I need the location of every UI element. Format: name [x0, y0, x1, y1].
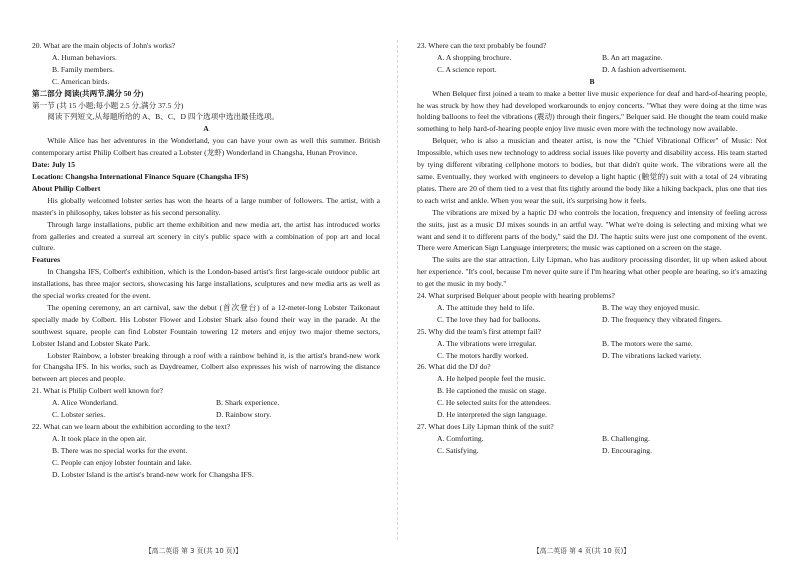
q23-stem: 23. Where can the text probably be found? — [417, 41, 547, 50]
q22-option-c: C. People can enjoy lobster fountain and lake. — [52, 457, 192, 467]
section1-header: 第一节 (共 15 小题;每小题 2.5 分,满分 37.5 分) — [32, 100, 184, 110]
q26-option-b: B. He captioned the music on stage. — [437, 386, 547, 396]
q20-option-b: B. Family members. — [52, 64, 115, 74]
q23-option-c: C. A science report. — [437, 64, 497, 74]
about-paragraph-1: His globally welcomed lobster series has won the hearts of a large number of followers. The artist, with a master's in philosophy, takes lobster as his second personality. — [32, 195, 380, 217]
passage-b-paragraph-3: The vibrations are mixed by a haptic DJ who controls the location, frequency and intensity of feeling across the suits, just as a music DJ mixes sounds in an artful way. "What we're doing is selecting and mixing what we want and send it to different parts of the body," said the DJ. The haptic suits were just one component of the event. There were American Sign Language interpreters; the music was captioned on a screen on the stage. — [417, 207, 767, 253]
passage-a-intro: While Alice has her adventures in the Wonderland, you can have your own as well this summer. British contemporary artist Philip Colbert has created a Lobster (龙虾) Wonderland in Changsha, Hunan Province. — [32, 136, 380, 158]
q21-option-b: B. Shark experience. — [216, 398, 280, 408]
q23-option-d: D. A fashion advertisement. — [602, 64, 687, 74]
instructions: 阅读下列短文,从每题所给的 A、B、C、D 四个选项中选出最佳选项。 — [47, 112, 280, 122]
q21-option-d: D. Rainbow story. — [216, 410, 272, 420]
q25-options-row-2 — [437, 350, 767, 362]
q21-options-row-2 — [52, 409, 380, 421]
passage-b-paragraph-4: The suits are the star attraction. Lily Lipman, who has auditory processing disorder, lit up when asked about her experience. "It's cool, because I'm never quite sure if I'm hearing what other people are hearing, so it's amazing to get the music in my body." — [417, 255, 767, 289]
q27-option-a: A. Comforting. — [437, 433, 484, 443]
q24-option-c: C. The love they had for balloons. — [437, 314, 541, 324]
about-paragraph-2: Through large installations, public art theme exhibition and new media art, the artist has introduced works from galleries and created a surreal art scenery in city's public space with a combination of pop art and local culture. — [32, 219, 380, 253]
q21-option-c: C. Lobster series. — [52, 410, 106, 420]
q26-option-c: C. He selected suits for the attendees. — [437, 398, 551, 408]
q25-stem: 25. Why did the team's first attempt fail? — [417, 326, 541, 336]
q27-stem: 27. What does Lily Lipman think of the suit? — [417, 422, 554, 431]
q23-option-a: A. A shopping brochure. — [437, 52, 512, 62]
q22-option-a: A. It took place in the open air. — [52, 433, 147, 443]
q26-stem: 26. What did the DJ do? — [417, 362, 491, 372]
q22-option-d: D. Lobster Island is the artist's brand-new work for Changsha IFS. — [52, 469, 254, 479]
features-heading: Features — [32, 255, 61, 265]
q22-stem: 22. What can we learn about the exhibition according to the text? — [32, 422, 231, 431]
event-location: Location: Changsha International Finance Square (Changsha IFS) — [32, 171, 249, 181]
q24-option-b: B. The way they enjoyed music. — [602, 302, 700, 312]
q27-options-row-1 — [437, 433, 767, 445]
event-date: Date: July 15 — [32, 160, 76, 170]
q27-option-d: D. Encouraging. — [602, 445, 652, 455]
q24-option-a: A. The attitude they held to life. — [437, 302, 535, 312]
q27-options-row-2 — [437, 445, 767, 457]
right-column — [417, 40, 767, 457]
passage-a-letter: A — [203, 124, 209, 134]
passage-b-paragraph-2: Belquer, who is also a musician and theater artist, is now the "Chief Vibrational Officer" of Music: Not Impossible, which uses new technology to address social issues like poverty and disability access. His team started by tying different vibrating cellphone motors to bodies, but that didn't quite work. The vibrations were all the same. Eventually, they worked with engineers to develop a light haptic (触觉的) suit with a total of 24 vibrating plates. There are 20 of them tied to a vest that fits tightly around the body like a hiking backpack, plus one that ties to each wrist and ankle. When you wear the suit, it's surprising how it feels. — [417, 136, 767, 205]
features-paragraph-2: The opening ceremony, an art carnival, saw the debut (首次登台) of a 12-meter-long Lobster Taikonaut specially made by Colbert. His Lobster Flower and Lobster Shark also found their way in the parade. At the southwest square, people can find Lobster Fountain towering 12 meters and enjoy two major theme sectors, Lobster Island and Lobster Skate Park. — [32, 302, 380, 348]
q25-option-d: D. The vibrations lacked variety. — [602, 350, 702, 360]
page-footer-left: 【高二英语 第 3 页(共 10 页)】 — [145, 547, 243, 555]
q21-option-a: A. Alice Wonderland. — [52, 398, 118, 408]
section2-header: 第二部分 阅读(共两节,满分 50 分) — [32, 88, 144, 98]
column-divider — [397, 40, 398, 540]
q23-option-b: B. An art magazine. — [602, 52, 663, 62]
q25-option-b: B. The motors were the same. — [602, 338, 693, 348]
q20-option-c: C. American birds. — [52, 76, 110, 86]
q27-option-c: C. Satisfying. — [437, 445, 479, 455]
features-paragraph-1: In Changsha IFS, Colbert's exhibition, which is the London-based artist's first large-scale outdoor public art installations, has three major sectors, showcasing his large installations, sculptures and new media arts as well as the special works created for the event. — [32, 267, 380, 301]
q21-options-row-1 — [52, 397, 380, 409]
q23-options-row-1 — [437, 52, 767, 64]
about-heading: About Philip Colbert — [32, 183, 101, 193]
passage-b-paragraph-1: When Belquer first joined a team to make a better live music experience for deaf and hard-of-hearing people, he was struck by how they had developed workarounds to enjoy concerts. "What they were doing at the time was holding balloons to feel the vibrations (震动) through their fingers," Belquer said. He thought the team could make something to help hard-of-hearing people enjoy live music even more with the technology now available. — [417, 88, 767, 134]
q27-option-b: B. Challenging. — [602, 433, 650, 443]
q23-options-row-2 — [437, 64, 767, 76]
page-footer-right: 【高二英语 第 4 页(共 10 页)】 — [533, 547, 631, 555]
q20-option-a: A. Human behaviors. — [52, 52, 117, 62]
q22-option-b: B. There was no special works for the event. — [52, 445, 188, 455]
q24-options-row-2 — [437, 314, 767, 326]
q24-stem: 24. What surprised Belquer about people with hearing problems? — [417, 291, 615, 301]
q26-option-a: A. He helped people feel the music. — [437, 374, 546, 384]
q24-options-row-1 — [437, 302, 767, 314]
left-column — [32, 40, 380, 481]
q25-option-c: C. The motors hardly worked. — [437, 350, 529, 360]
q24-option-d: D. The frequency they vibrated fingers. — [602, 314, 722, 324]
q25-option-a: A. The vibrations were irregular. — [437, 338, 537, 348]
q20-stem: 20. What are the main objects of John's works? — [32, 41, 176, 50]
q26-option-d: D. He interpreted the sign language. — [437, 410, 547, 420]
q21-stem: 21. What is Philip Colbert well known for? — [32, 386, 164, 396]
features-paragraph-3: Lobster Rainbow, a lobster breaking through a roof with a rainbow behind it, is the artist's brand-new work for Changsha IFS. In his works, such as Daydreamer, Colbert also expresses his wish of narrowing the distance between art pieces and people. — [32, 350, 380, 384]
q25-options-row-1 — [437, 338, 767, 350]
passage-b-letter: B — [589, 76, 595, 86]
